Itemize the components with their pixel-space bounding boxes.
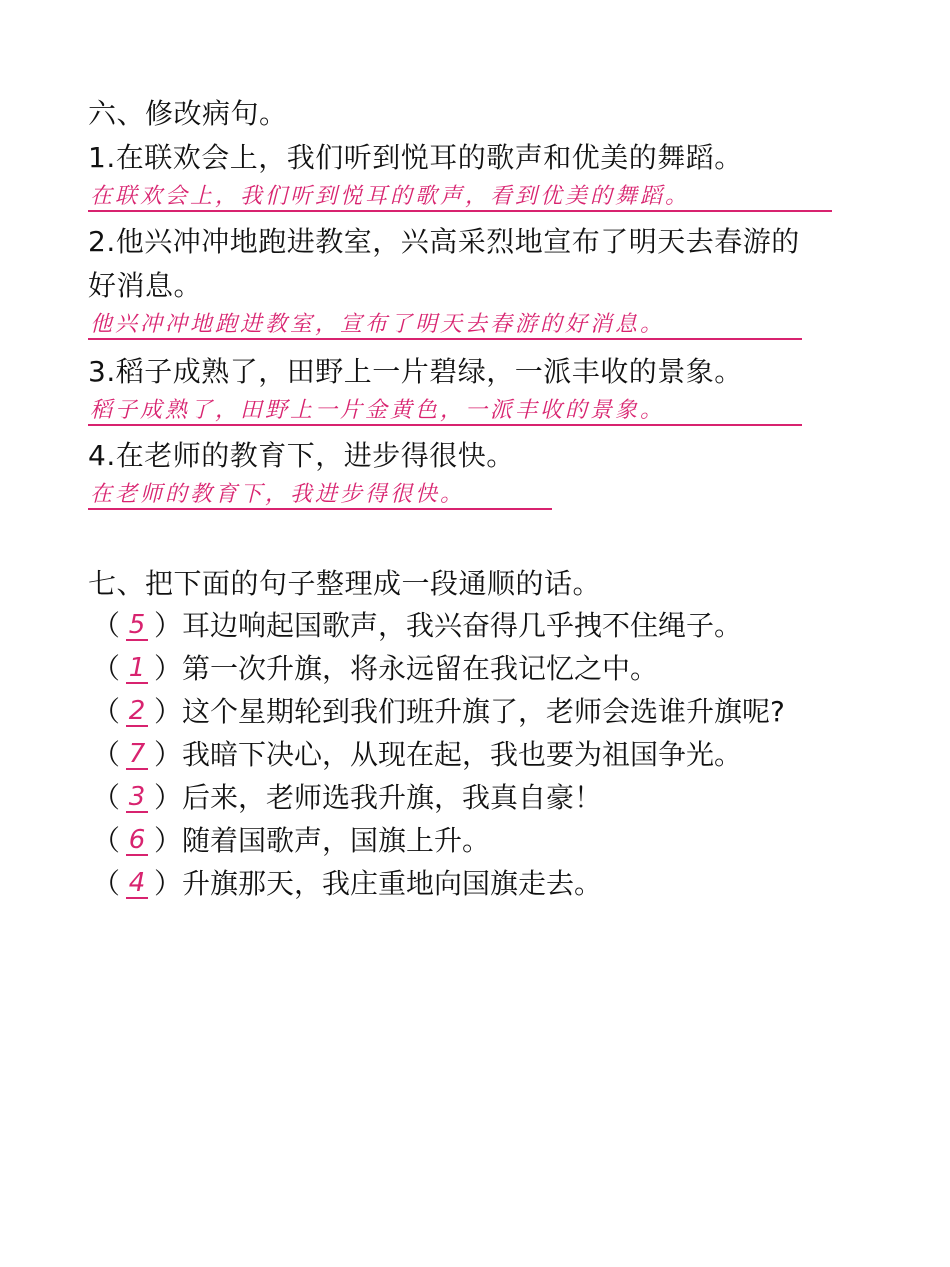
close-paren: ） <box>154 781 183 814</box>
order-sentence: 第一次升旗，将永远留在我记忆之中。 <box>182 652 659 685</box>
question-4-text: 4.在老师的教育下，进步得很快。 <box>88 439 515 472</box>
close-paren: ） <box>154 695 183 728</box>
answer-2: 他兴冲冲地跑进教室，宣布了明天去春游的好消息。 <box>90 312 666 337</box>
question-1-text: 1.在联欢会上，我们听到悦耳的歌声和优美的舞蹈。 <box>88 141 743 174</box>
open-paren: （ <box>92 824 121 857</box>
order-item <box>92 606 742 646</box>
order-number: 1 <box>126 654 148 684</box>
section6-heading: 六、修改病句。 <box>88 97 288 130</box>
open-paren: （ <box>92 781 121 814</box>
answer-3: 稻子成熟了，田野上一片金黄色，一派丰收的景象。 <box>90 398 666 423</box>
answer-1: 在联欢会上，我们听到悦耳的歌声，看到优美的舞蹈。 <box>90 184 691 209</box>
order-number: 3 <box>126 783 148 813</box>
order-item <box>92 692 785 732</box>
answer-3-underline <box>88 424 802 426</box>
close-paren: ） <box>154 609 183 642</box>
order-number: 6 <box>126 826 148 856</box>
open-paren: （ <box>92 695 121 728</box>
close-paren: ） <box>154 824 183 857</box>
question-2-text-line2: 好消息。 <box>88 269 203 302</box>
order-item <box>92 778 602 818</box>
order-sentence: 随着国歌声，国旗上升。 <box>182 824 491 857</box>
close-paren: ） <box>154 867 183 900</box>
order-item <box>92 821 490 861</box>
order-sentence: 耳边响起国歌声，我兴奋得几乎拽不住绳子。 <box>182 609 743 642</box>
answer-2-underline <box>88 338 802 340</box>
order-sentence: 我暗下决心，从现在起，我也要为祖国争光。 <box>182 738 743 771</box>
open-paren: （ <box>92 867 121 900</box>
order-sentence: 升旗那天，我庄重地向国旗走去。 <box>182 867 603 900</box>
answer-4: 在老师的教育下，我进步得很快。 <box>90 482 466 507</box>
question-2-text-line1: 2.他兴冲冲地跑进教室，兴高采烈地宣布了明天去春游的 <box>88 225 800 258</box>
order-number: 4 <box>126 869 148 899</box>
order-item <box>92 649 658 689</box>
section7-heading: 七、把下面的句子整理成一段通顺的话。 <box>88 567 602 600</box>
order-item <box>92 864 602 904</box>
open-paren: （ <box>92 738 121 771</box>
order-number: 7 <box>126 740 148 770</box>
open-paren: （ <box>92 609 121 642</box>
order-number: 5 <box>126 611 148 641</box>
open-paren: （ <box>92 652 121 685</box>
order-item <box>92 735 742 775</box>
order-number: 2 <box>126 697 148 727</box>
order-sentence: 这个星期轮到我们班升旗了，老师会选谁升旗呢? <box>182 695 785 728</box>
close-paren: ） <box>154 738 183 771</box>
order-sentence: 后来，老师选我升旗，我真自豪！ <box>182 781 603 814</box>
question-3-text: 3.稻子成熟了，田野上一片碧绿，一派丰收的景象。 <box>88 355 743 388</box>
answer-1-underline <box>88 210 832 212</box>
close-paren: ） <box>154 652 183 685</box>
answer-4-underline <box>88 508 552 510</box>
